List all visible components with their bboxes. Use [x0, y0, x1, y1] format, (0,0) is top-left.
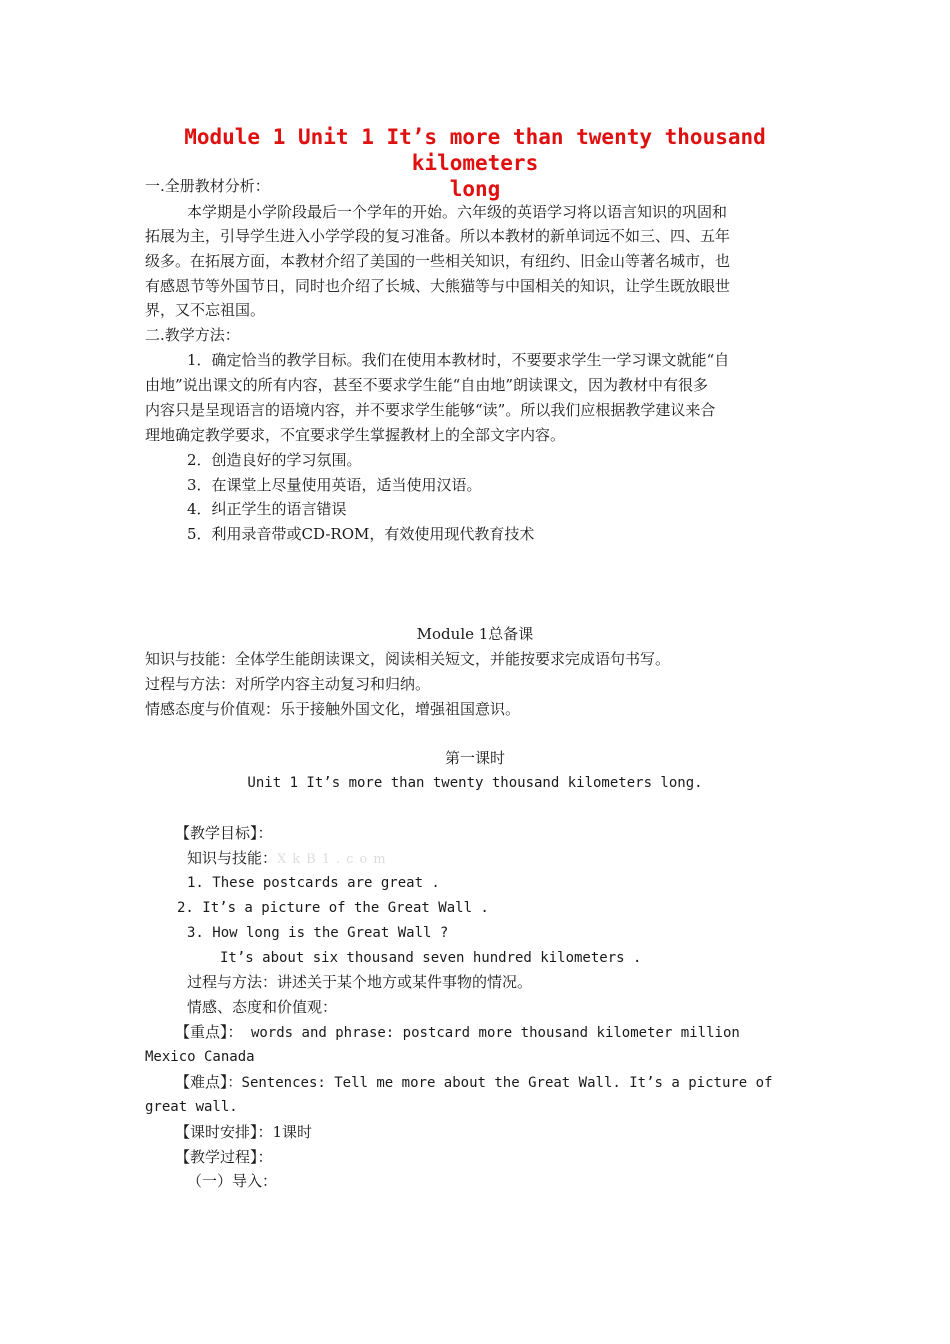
- key-points-label: 【重点】：: [175, 1023, 243, 1041]
- sentence-item: 2. It’s a picture of the Great Wall .: [177, 900, 489, 916]
- section2-paragraph-line: 理地确定教学要求，不宜要求学生掌握教材上的全部文字内容。: [145, 426, 566, 444]
- title-line-2: long: [449, 177, 501, 201]
- section1-paragraph-line: 级多。在拓展方面，本教材介绍了美国的一些相关知识，有纽约、旧金山等著名城市，也: [145, 252, 731, 270]
- module-heading: Module 1总备课: [416, 625, 534, 643]
- section1-paragraph-line: 有感恩节等外国节日，同时也介绍了长城、大熊猫等与中国相关的知识，让学生既放眼世: [145, 277, 731, 295]
- process-line: 过程与方法：讲述关于某个地方或某件事物的情况。: [187, 973, 533, 991]
- section1-paragraph-line: 本学期是小学阶段最后一个学年的开始。六年级的英语学习将以语言知识的巩固和: [187, 203, 728, 221]
- process-heading: 【教学过程】：: [175, 1148, 273, 1166]
- difficult-points-line: [175, 1072, 773, 1093]
- module-objective-line: 过程与方法：对所学内容主动复习和归纳。: [145, 675, 431, 693]
- sentence-answer: It’s about six thousand seven hundred kilometers .: [220, 950, 642, 966]
- schedule-text: ：1课时: [257, 1123, 313, 1141]
- difficult-text: ：Sentences: Tell me more about the Great Wall. It’s a picture of: [227, 1075, 773, 1091]
- intro-heading: （一）导入：: [187, 1172, 278, 1190]
- section2-paragraph-line: 内容只是呈现语言的语境内容，并不要求学生能够“读”。所以我们应根据教学建议来合: [145, 401, 716, 419]
- difficult-continuation: great wall.: [145, 1099, 238, 1115]
- difficult-label: 【难点】: [175, 1073, 228, 1091]
- key-points-continuation: Mexico Canada: [145, 1049, 255, 1065]
- schedule-line: [175, 1122, 312, 1142]
- skills-label: 知识与技能：: [187, 849, 278, 867]
- schedule-label: 【课时安排】: [175, 1123, 258, 1141]
- unit-title: Unit 1 It’s more than twenty thousand kilometers long.: [247, 775, 703, 791]
- key-points-line: [175, 1022, 740, 1043]
- section2-paragraph-line: 1．确定恰当的教学目标。我们在使用本教材时，不要要求学生一学习课文就能“自: [187, 351, 730, 369]
- key-points-text: words and phrase: postcard more thousand kilometer million: [242, 1025, 740, 1041]
- watermark: XkB1.com: [277, 852, 392, 867]
- method-item: 2．创造良好的学习氛围。: [187, 451, 362, 469]
- section2-paragraph-line: 由地”说出课文的所有内容，甚至不要求学生能“自由地”朗读课文，因为教材中有很多: [145, 376, 709, 394]
- sentence-item: 3. How long is the Great Wall ?: [187, 925, 449, 941]
- objectives-heading: 【教学目标】：: [175, 824, 273, 842]
- section1-paragraph-line: 拓展为主，引导学生进入小学学段的复习准备。所以本教材的新单词远不如三、四、五年: [145, 227, 731, 245]
- section1-heading: 一.全册教材分析：: [145, 177, 270, 195]
- module-objective-line: 知识与技能：全体学生能朗读课文，阅读相关短文，并能按要求完成语句书写。: [145, 650, 671, 668]
- section1-paragraph-line: 界，又不忘祖国。: [145, 301, 266, 319]
- skills-line: [187, 848, 392, 870]
- lesson-heading: 第一课时: [444, 749, 505, 767]
- title-line-1: Module 1 Unit 1 It’s more than twenty thousand kilometers: [184, 125, 766, 175]
- attitude-line: 情感、态度和价值观：: [187, 998, 338, 1016]
- method-item: 4．纠正学生的语言错误: [187, 500, 347, 518]
- method-item: 5．利用录音带或CD-ROM，有效使用现代教育技术: [187, 525, 535, 543]
- sentence-item: 1. These postcards are great .: [187, 875, 440, 891]
- section2-heading: 二.教学方法：: [145, 326, 240, 344]
- module-objective-line: 情感态度与价值观：乐于接触外国文化，增强祖国意识。: [145, 700, 521, 718]
- method-item: 3．在课堂上尽量使用英语，适当使用汉语。: [187, 476, 482, 494]
